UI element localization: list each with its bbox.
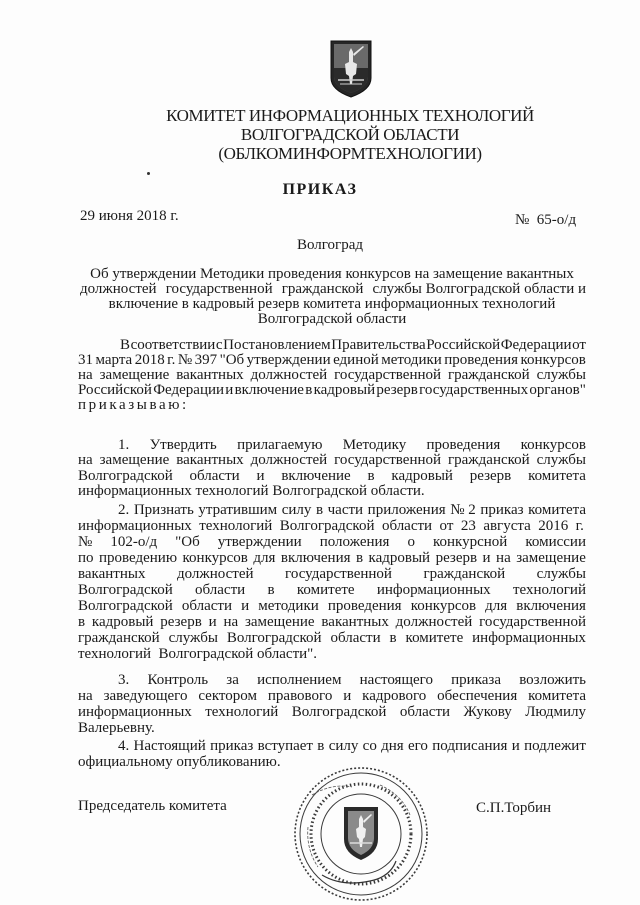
word: органов"	[529, 382, 586, 398]
word: августа	[483, 518, 531, 534]
word: службы	[168, 630, 218, 646]
subject-line: Волгоградской области	[257, 311, 407, 327]
word: комитета	[528, 688, 586, 704]
order-number: № 65-о/д	[515, 212, 577, 228]
word: гражданской	[447, 452, 530, 468]
word: включения	[280, 550, 351, 566]
word: Федерации	[500, 337, 572, 353]
word: государственной	[334, 452, 442, 468]
word: Российской	[426, 337, 501, 353]
word: приказ	[210, 738, 254, 754]
word: замещение	[99, 452, 170, 468]
word: кадровый	[91, 614, 154, 630]
word: Волгоградской	[279, 518, 375, 534]
word: технологий	[205, 704, 279, 720]
word: силу	[328, 738, 359, 754]
word: 31	[78, 352, 93, 368]
word: в	[305, 382, 313, 398]
word: Методику	[342, 437, 407, 453]
word: должностей	[250, 367, 328, 383]
order-date: 29 июня 2018 г.	[80, 208, 179, 224]
word: службы Волгоградской области и	[372, 281, 586, 297]
word: настоящего	[359, 672, 433, 688]
word: гражданской	[423, 566, 506, 582]
word: вступает	[257, 738, 313, 754]
word: Контроль	[147, 672, 209, 688]
word: №	[177, 352, 193, 368]
word: проведения	[327, 598, 402, 614]
word: его	[407, 738, 428, 754]
word: резерв	[469, 468, 512, 484]
word: проведения	[426, 437, 501, 453]
word: службы	[536, 566, 586, 582]
word: 3.	[118, 672, 130, 688]
word: должностей	[250, 452, 328, 468]
word: утверждении	[217, 534, 302, 550]
word: о	[407, 534, 415, 550]
word: в	[389, 630, 397, 646]
word: кадровый	[368, 550, 431, 566]
word: резерв	[160, 614, 202, 630]
word: в	[355, 550, 364, 566]
word: службы	[536, 367, 586, 383]
word: по	[78, 550, 94, 566]
word: комитете	[296, 582, 355, 598]
word: области	[330, 630, 381, 646]
word: Признать	[133, 502, 194, 518]
word: должностей	[80, 281, 157, 297]
word: и	[256, 468, 265, 484]
word: технологий	[199, 518, 273, 534]
word: гражданской	[447, 367, 530, 383]
word: государственных	[419, 382, 529, 398]
word: марта	[95, 352, 133, 368]
item-3-line: Валерьевну.	[78, 720, 155, 736]
word: г.	[575, 518, 584, 534]
word: 102-о/д	[110, 534, 158, 550]
word: вакантных	[321, 614, 389, 630]
word: проведению	[99, 550, 178, 566]
word: Федерации	[153, 382, 225, 398]
word: приказа	[451, 672, 501, 688]
word: области	[399, 704, 451, 720]
word: информационных	[78, 518, 192, 534]
word: 4.	[118, 738, 130, 754]
word: для	[253, 550, 276, 566]
word: в	[367, 468, 375, 484]
word: комитете	[405, 630, 464, 646]
subject-line: включение в кадровый резерв комитета информационных технологий	[108, 296, 556, 312]
word: области	[381, 518, 433, 534]
word: Волгоградской	[78, 582, 173, 598]
signatory-position: Председатель комитета	[78, 798, 227, 814]
word: включение	[281, 468, 351, 484]
word: методики	[258, 598, 319, 614]
word: Жукову	[463, 704, 512, 720]
word: конкурсов	[520, 352, 586, 368]
org-name-line-3: (ОБЛКОМИНФОРМТЕХНОЛОГИИ)	[218, 144, 482, 163]
word: вакантных	[78, 566, 146, 582]
word: гражданской	[281, 281, 364, 297]
word: на	[223, 614, 239, 630]
word: Людмилу	[525, 704, 586, 720]
word: 23	[460, 518, 476, 534]
word: силу	[281, 502, 312, 518]
word: "Об	[175, 534, 200, 550]
word: Волгоградской	[226, 630, 322, 646]
word: и	[241, 598, 250, 614]
word: в	[317, 738, 325, 754]
word: конкурсов	[410, 598, 477, 614]
word: Российской	[78, 382, 152, 398]
word: и	[343, 688, 352, 704]
word: информационных	[472, 630, 586, 646]
word: в	[267, 582, 275, 598]
word: вакантных	[176, 367, 244, 383]
word: приказ	[480, 502, 524, 518]
word: 2018	[134, 352, 165, 368]
word: технологий	[512, 582, 586, 598]
word: кадровый	[391, 468, 453, 484]
word: и	[511, 738, 520, 754]
word: включения	[516, 598, 586, 614]
item-4-line: официальному опубликованию.	[78, 754, 281, 770]
official-seal-icon	[292, 765, 430, 903]
word: в	[78, 614, 86, 630]
word: прилагаемую	[237, 437, 323, 453]
word: методики	[381, 352, 442, 368]
order-city: Волгоград	[296, 237, 363, 253]
word: информационных	[376, 582, 491, 598]
word: гражданской	[78, 630, 160, 646]
word: 2016	[538, 518, 569, 534]
word: информационных	[78, 704, 192, 720]
word: на	[78, 688, 93, 704]
word: кадровый	[313, 382, 376, 398]
word: от	[439, 518, 454, 534]
word: конкурсов	[520, 437, 586, 453]
word: комитета	[528, 468, 586, 484]
order-verb: приказываю:	[78, 397, 189, 413]
word: подписания	[432, 738, 508, 754]
word: утверждении	[246, 352, 331, 368]
word: заведующего	[103, 688, 188, 704]
word: государственной	[479, 614, 586, 630]
word: с	[215, 337, 223, 353]
word: №	[78, 534, 93, 550]
word: службы	[536, 452, 586, 468]
word: замещение	[244, 614, 315, 630]
word: возложить	[519, 672, 586, 688]
word: на	[496, 550, 511, 566]
item-2-line: технологий Волгоградской области".	[78, 646, 318, 662]
word: замещение	[516, 550, 586, 566]
word: резерв	[435, 550, 478, 566]
word: в	[315, 502, 324, 518]
word: государственной	[165, 281, 273, 297]
word: дня	[381, 738, 404, 754]
scan-speck	[147, 172, 150, 175]
word: "Об	[219, 352, 245, 368]
word: проведения	[444, 352, 518, 368]
word: Волгоградской	[291, 704, 387, 720]
word: Правительства	[331, 337, 426, 353]
word: сектором	[198, 688, 257, 704]
order-title: ПРИКАЗ	[282, 181, 358, 198]
word: области	[181, 598, 232, 614]
word: положения	[319, 534, 390, 550]
word: со	[362, 738, 377, 754]
word: от	[572, 337, 586, 353]
word: 1.	[118, 437, 130, 453]
word: Утвердить	[149, 437, 217, 453]
word: замещение	[99, 367, 170, 383]
word: В	[120, 337, 131, 353]
word: области	[195, 582, 246, 598]
word: комитета	[528, 502, 586, 518]
word: 2.	[118, 502, 130, 518]
org-name-line-1: КОМИТЕТ ИНФОРМАЦИОННЫХ ТЕХНОЛОГИЙ	[166, 106, 534, 125]
word: правового	[267, 688, 333, 704]
word: № 2	[450, 502, 476, 518]
word: для	[485, 598, 508, 614]
word: исполнением	[257, 672, 342, 688]
word: должностей	[395, 614, 473, 630]
org-name-line-2: ВОЛГОГРАДСКОЙ ОБЛАСТИ	[240, 125, 460, 144]
word: и	[482, 550, 491, 566]
word: резерв	[376, 382, 418, 398]
word: Волгоградской	[78, 598, 173, 614]
word: Настоящий	[133, 738, 206, 754]
word: комиссии	[525, 534, 586, 550]
word: конкурсной	[432, 534, 508, 550]
word: конкурсов	[182, 550, 248, 566]
word: соответствии	[130, 337, 216, 353]
word: единой	[333, 352, 379, 368]
word: и	[208, 614, 217, 630]
coat-of-arms-icon	[330, 40, 372, 98]
word: Волгоградской	[78, 468, 173, 484]
word: обеспечения	[437, 688, 518, 704]
word: кадрового	[362, 688, 427, 704]
word: и	[225, 382, 234, 398]
word: должностей	[176, 566, 254, 582]
word: подлежит	[524, 738, 586, 754]
word: вакантных	[176, 452, 244, 468]
word: на	[78, 367, 93, 383]
word: 397	[194, 352, 218, 368]
word: Постановлением	[223, 337, 331, 353]
item-1-line: информационных технологий Волгоградской области.	[78, 483, 425, 499]
word: приложения	[367, 502, 446, 518]
word: части	[327, 502, 364, 518]
signatory-name: С.П.Торбин	[476, 800, 552, 816]
word: г.	[167, 352, 176, 368]
word: на	[78, 452, 93, 468]
word: утратившим	[198, 502, 278, 518]
word: области	[189, 468, 240, 484]
word: государственной	[334, 367, 442, 383]
word: включение	[234, 382, 304, 398]
word: за	[226, 672, 239, 688]
word: государственной	[285, 566, 392, 582]
subject-line: Об утверждении Методики проведения конкурсов на замещение вакантных	[90, 266, 574, 282]
